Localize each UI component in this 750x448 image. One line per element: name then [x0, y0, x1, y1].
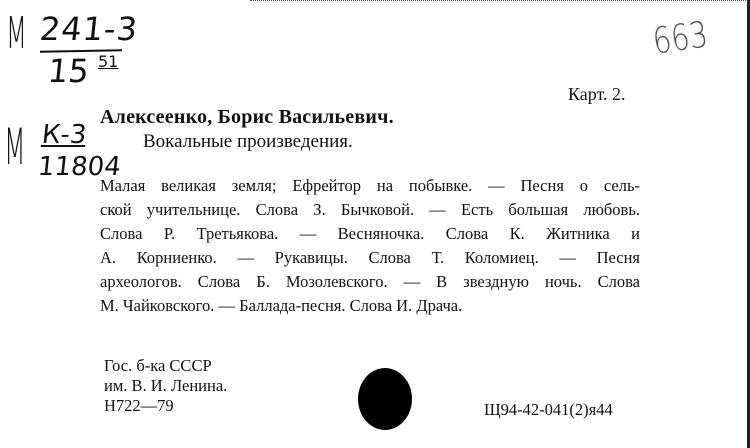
handwritten-number-top-superscript: 51	[98, 52, 119, 71]
catalog-code: Щ94-42-041(2)я44	[484, 400, 613, 419]
contents-line: Слова Р. Третьякова. — Весняночка. Слова К. Житника и	[100, 224, 640, 243]
handwritten-shelfmark-bottom: К-3	[40, 120, 88, 150]
handwritten-letter-top: М	[6, 8, 27, 59]
contents-line: А. Корниенко. — Рукавицы. Слова Т. Коломиец. — Песня	[100, 248, 640, 267]
contents-line: М. Чайковского. — Баллада-песня. Слова И. Драча.	[100, 296, 463, 315]
card-top-edge	[250, 0, 750, 4]
library-named-after: им. В. И. Ленина.	[104, 376, 228, 395]
handwritten-shelfmark-top: 241-3	[38, 10, 140, 48]
punch-hole	[358, 368, 412, 430]
contents-line: археологов. Слова Б. Мозолевского. — В звездную ночь. Слова	[100, 272, 640, 291]
handwritten-letter-bottom: М	[4, 118, 26, 176]
contents-line: Малая великая земля; Ефрейтор на побывке. — Песня о сель-	[100, 176, 640, 195]
library-name: Гос. б-ка СССР	[104, 356, 212, 375]
author-heading: Алексеенко, Борис Васильевич.	[100, 106, 394, 128]
contents-line: ской учительнице. Слова З. Бычковой. — Есть большая любовь.	[100, 200, 640, 219]
work-title: Вокальные произведения.	[143, 131, 353, 152]
handwritten-number-bottom: 11804	[36, 152, 123, 182]
card-number: Карт. 2.	[568, 84, 626, 104]
handwritten-number-top: 15	[46, 52, 91, 90]
contents-note	[100, 174, 640, 318]
handwritten-corner-number: 663	[650, 14, 711, 63]
library-order-number: Н722—79	[104, 396, 174, 415]
library-imprint	[104, 356, 227, 416]
